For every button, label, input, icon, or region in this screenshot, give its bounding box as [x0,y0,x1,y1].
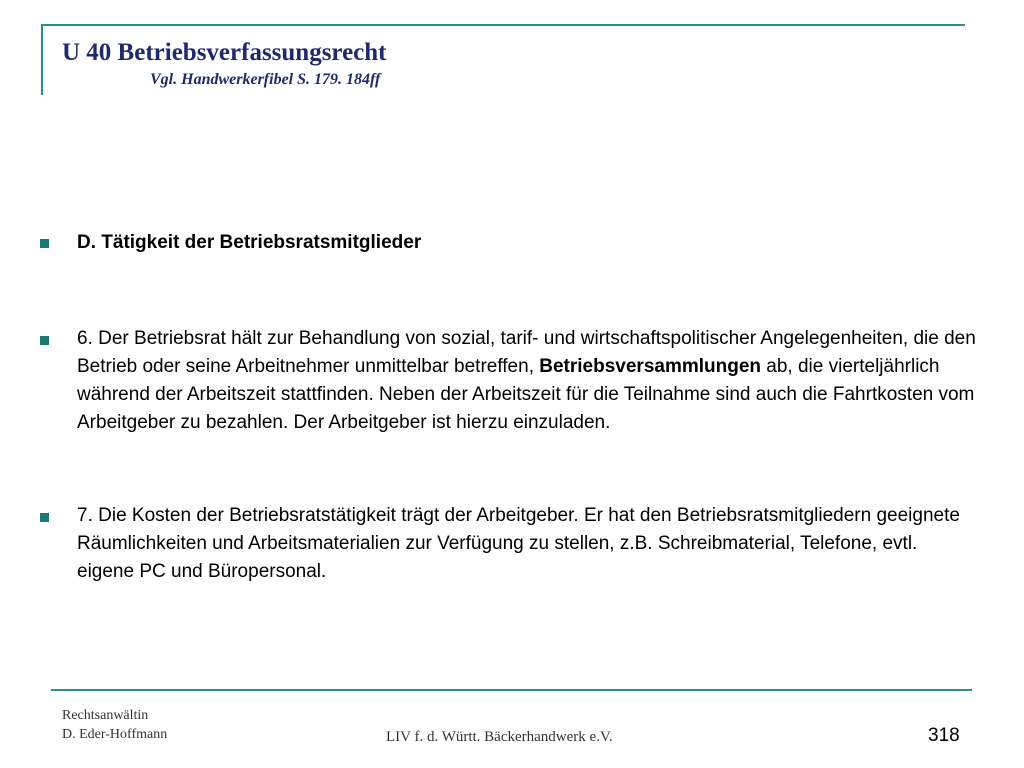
title-rule-left [41,24,43,95]
bullet-heading: D. Tätigkeit der Betriebsratsmitglieder [77,232,422,253]
footer-organization: LIV f. d. Württ. Bäckerhandwerk e.V. [386,729,613,745]
bullet-item-7: 7. Die Kosten der Betriebsratstätigkeit trägt der Arbeitgeber. Er hat den Betriebsratsmitgliedern geeignete Räumlichkeiten und Arbeitsmaterialien zur Verfügung zu stellen, z.B. Schreibmaterial, Telefone, evtl. eigene PC und Büropersonal. [77,505,960,582]
footer-author-title: Rechtsanwältin [62,708,149,723]
bullet-item-6-text-start: 6. Der Betriebsrat hält zur Behandlung von sozial, tarif- und wirtschaftspolitischer Angelegenheiten, die den Betrieb oder seine Arbeitnehmer unmittelbar betreffen, [77,328,976,377]
bullet-item-6-bold-term: Betriebsversammlungen [539,356,762,377]
bullet-item-6-text-end: ab, die vierteljährlich während der Arbeitszeit stattfinden. Neben der Arbeitszeit für die Teilnahme sind auch die Fahrtkosten vom Arbeitgeber zu bezahlen. Der Arbeitgeber ist hierzu einzuladen. [77,356,975,433]
title-rule-top [41,24,965,26]
bullet-item-6 [77,325,977,437]
slide-title: U 40 Betriebsverfassungsrecht [62,39,387,66]
bullet-marker [40,513,49,522]
page-number: 318 [928,725,960,746]
bullet-marker [40,239,49,248]
bullet-marker [40,336,49,345]
footer-rule [51,689,972,691]
footer-author-name: D. Eder-Hoffmann [62,727,168,742]
slide-subtitle: Vgl. Handwerkerfibel S. 179. 184ff [150,71,381,88]
footer-author [62,706,167,744]
